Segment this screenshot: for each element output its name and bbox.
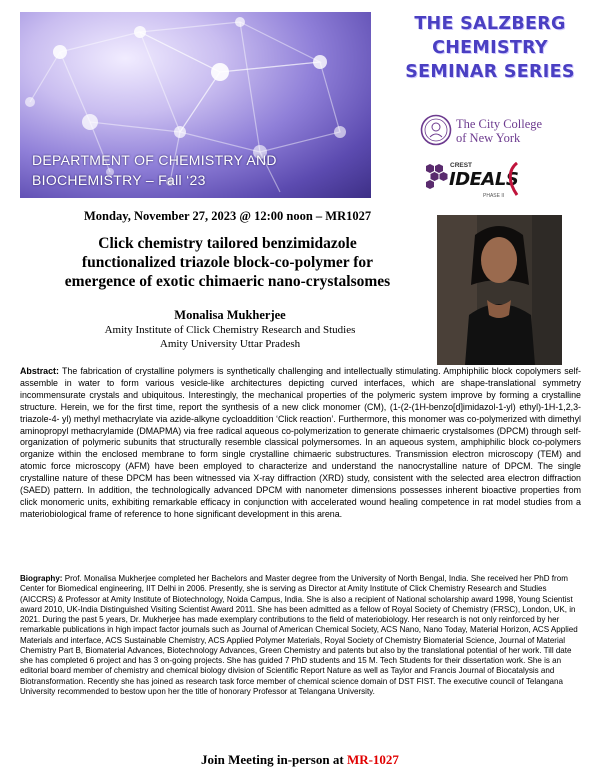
department-heading-line1: DEPARTMENT OF CHEMISTRY AND xyxy=(32,152,277,168)
talk-title-line3: emergence of exotic chimaeric nano-crystalsomes xyxy=(64,273,391,290)
ccny-name-line1: The City College xyxy=(456,117,543,131)
ccny-name-line2: of New York xyxy=(456,131,521,145)
meeting-location-footer xyxy=(0,752,600,768)
speaker-photo xyxy=(437,215,562,365)
department-heading-line2: BIOCHEMISTRY – Fall ‘23 xyxy=(32,172,206,188)
footer-prefix: Join Meeting in-person at xyxy=(201,752,347,767)
crystal-lattice-graphic xyxy=(20,12,371,198)
biography-label: Biography: xyxy=(20,574,63,583)
talk-title-line2: functionalized triazole block-co-polymer for xyxy=(81,254,374,271)
abstract-section xyxy=(20,366,581,521)
biography-text: Prof. Monalisa Mukherjee completed her Bachelors and Master degree from the University of North Bengal, India. She received her PhD from Center for Biomedical engineering, IIT Delhi in 2006. Presently, she is serving as Director at Amity Institute of Click Chemistry Research and Studies (AICCRS) & Professor at Amity Institute of Biotechnology, Noida Campus, India. She is also a recipient of National scholarship award 1998, Young Scientist award 2010, UK-India Distinguished Visiting Scientist Award 2011. She has been admitted as a fellow of Royal Society of Chemistry (FRSC), London, UK, in 2021. During the past 5 years, Dr. Mukherjee has made exemplary contributions to the field of materiobiology. Her research is not only reinforced by her remarkable publications in high impact factor journals such as Journal of American Chemical Society, ACS Nano, Nano Today, Material Horizon, ACS Applied Materials and interface, ACS Sustainable Chemistry, ACS Applied Polymer Materials, Royal Society of Chemistry Biomaterial Science, Journal of Material Chemistry Part B, Biomaterial Advances, Biotechnology Advances, Green Chemistry and patents but also by the translational potential of her work. Till date she has completed 6 project and has 3 on-going projects. She has guided 7 PhD students and 15 M. Tech Students for their dissertation work. She is an editorial board member of chemistry and chemical biology division of Scientific Report Nature as well as Taylor and Francis Journal of Biocatalysis and Biotransformation. Recently she has joined as research task force member of chemical science domain of DST FIST. The executive council of Telangana University recommended to bestow upon her the title of honorary Professor at Telangana University. xyxy=(20,574,578,696)
crest-label: CREST xyxy=(450,162,473,169)
footer-room: MR-1027 xyxy=(346,752,399,767)
series-title-line3: SEMINAR SERIES xyxy=(405,62,575,82)
ideals-label: IDEALS xyxy=(449,169,519,190)
ideals-swoosh-icon xyxy=(505,162,521,196)
abstract-label: Abstract: xyxy=(20,366,59,376)
series-title-line2: CHEMISTRY xyxy=(432,38,548,58)
ccny-seal-logo xyxy=(420,114,452,146)
phase-label: PHASE II xyxy=(483,193,505,199)
abstract-text: The fabrication of crystalline polymers is synthetically challenging and intellectually stimulating. Amphiphilic block copolymers self-assemble in water to form various vesicle-like architectures depicting curved interfaces, which are shape-translational symmetry incommensurate crystals and ubiquitous. Interestingly, the mechanical properties of the polymeric system improve by forming a crystalline structure. Herein, we for the first time, report the synthesis of a new click monomer (CM), (1-(2-(1H-benzo[d]imidazol-1-yl) ethyl)-1H-1,2,3-triazole-4- yl) methyl methacrylate via azide-alkyne cycloaddition ‘Click reaction’. Furthermore, this monomer was co-polymerized with dimethyl aminopropyl methacrylamide (DMAPMA) via free radical aqueous co-polymerization to generate chimaeric crystalsomes (DPCM) through self-organization of polymeric subunits that structurally resemble classical polymersomes. In an aqueous system, amphiphilic block co-polymers organize within the enclosed membrane to form single crystalline chimaeric substructures. Transmission electron microscopy (TEM) and atomic force microscopy (AFM) have been employed to characterize and understand the nanocrystalline nature of DPCM. The single crystalline nature of these DPCM has been witnessed via X-ray diffraction (XRD) study, consistent with the selected area electron diffraction (SAED) pattern. In addition, the technologically advanced DPCM with nanometer dimensions possesses inherent bioactive properties from click monomeric units, exhibiting remarkable efficacy in conjunction with accelerated wound healing competence in rat model studies from a materiobiological frame of reference to hone significant development in this arena. xyxy=(20,366,581,519)
crest-ideals-logo xyxy=(423,160,523,204)
speaker-name: Monalisa Mukherjee xyxy=(174,308,286,322)
event-date-time-location: Monday, November 27, 2023 @ 12:00 noon – MR1027 xyxy=(84,209,372,223)
biography-section xyxy=(20,574,581,697)
speaker-affiliation-institute: Amity Institute of Click Chemistry Research and Studies xyxy=(104,324,356,336)
talk-title-line1: Click chemistry tailored benzimidazole xyxy=(98,235,357,252)
hexagon-cluster-icon xyxy=(423,163,449,189)
speaker-affiliation-university: Amity University Uttar Pradesh xyxy=(159,338,301,350)
series-title-line1: THE SALZBERG xyxy=(414,14,566,34)
hero-banner xyxy=(20,12,371,198)
